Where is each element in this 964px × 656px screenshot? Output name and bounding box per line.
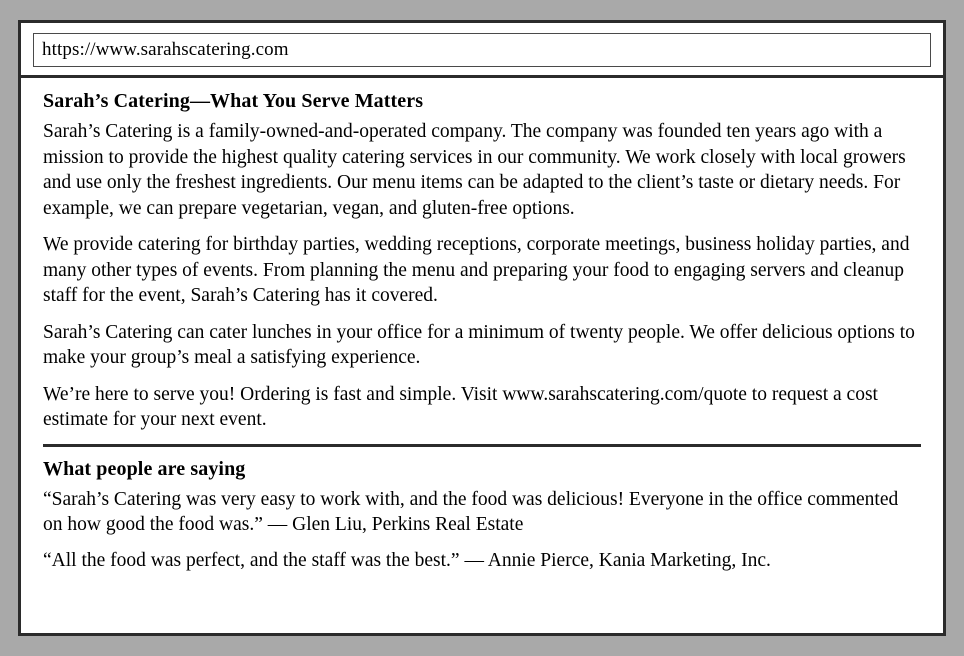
testimonials-section — [43, 447, 921, 574]
body-paragraph: Sarah’s Catering is a family-owned-and-operated company. The company was founded ten years ago with a mission to provide the highest quality catering services in our community. We work closely with local growers and use only the freshest ingredients. Our menu items can be adapted to the client’s taste or dietary needs. For example, we can prepare vegetarian, vegan, and gluten-free options. — [43, 121, 906, 219]
testimonials-heading: What people are saying — [43, 457, 246, 480]
testimonial-quote: “Sarah’s Catering was very easy to work with, and the food was delicious! Everyone in the office commented on how good the food was.” — Glen Liu, Perkins Real Estate — [43, 488, 899, 535]
page-content — [21, 78, 943, 633]
address-bar-container — [21, 23, 943, 75]
body-paragraph: We provide catering for birthday parties, wedding receptions, corporate meetings, business holiday parties, and many other types of events. From planning the menu and preparing your food to engaging servers and cleanup staff for the event, Sarah’s Catering has it covered. — [43, 234, 910, 306]
testimonial-quote: “All the food was perfect, and the staff was the best.” — Annie Pierce, Kania Marketing, Inc. — [43, 549, 771, 571]
body-paragraph: Sarah’s Catering can cater lunches in your office for a minimum of twenty people. We offer delicious options to make your group’s meal a satisfying experience. — [43, 321, 915, 368]
page-title: Sarah’s Catering—What You Serve Matters — [43, 90, 424, 112]
browser-window — [18, 20, 946, 636]
body-paragraph: We’re here to serve you! Ordering is fast and simple. Visit www.sarahscatering.com/quote to request a cost estimate for your next event. — [43, 383, 878, 430]
url-input[interactable]: https://www.sarahscatering.com — [42, 39, 289, 60]
address-bar[interactable] — [33, 33, 931, 67]
